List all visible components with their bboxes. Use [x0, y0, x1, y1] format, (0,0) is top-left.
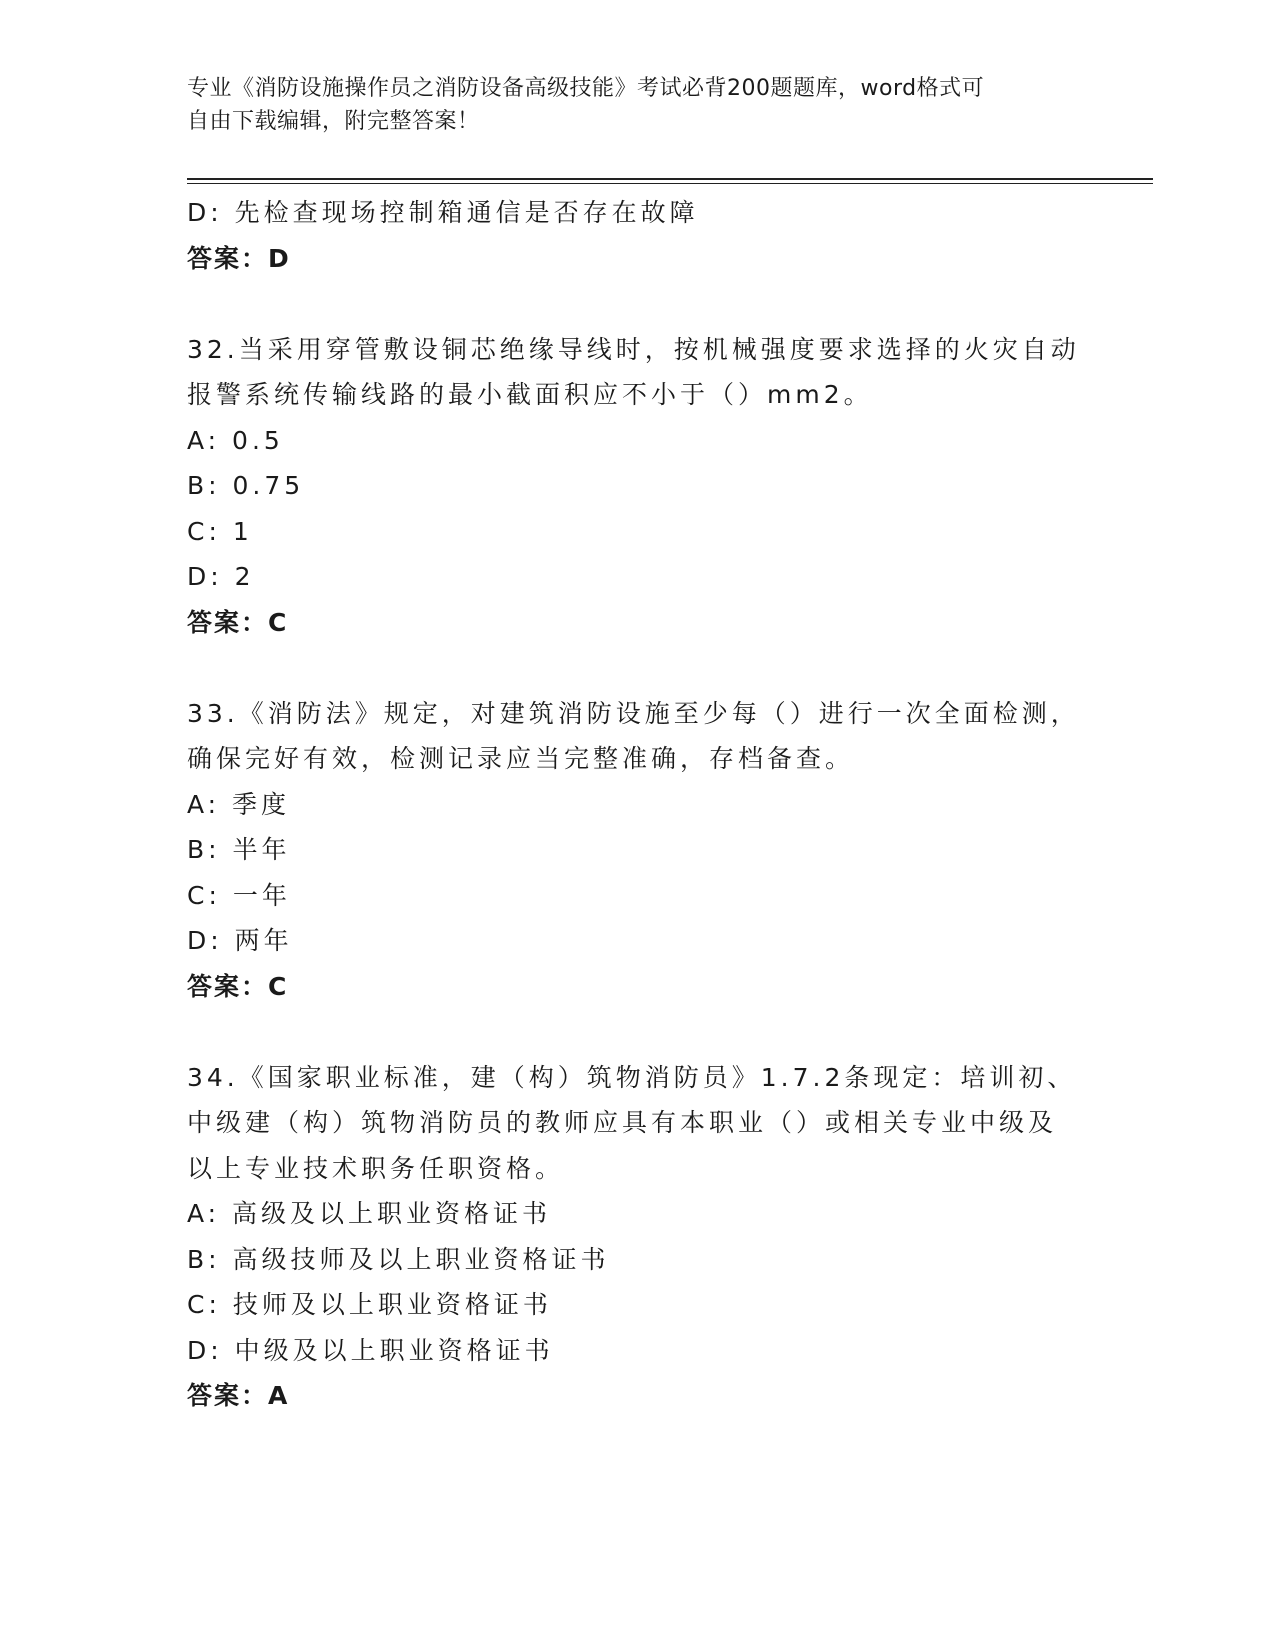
question-33 [187, 691, 1087, 1010]
document-header [187, 72, 1067, 138]
question-answer: 答案：C [187, 607, 289, 637]
question-list [187, 190, 1087, 1419]
option-b: B: 半年 [187, 835, 291, 864]
question-stem-line: 中级建（构）筑物消防员的教师应具有本职业（）或相关专业中级及 [187, 1108, 1058, 1137]
option-b: B: 高级技师及以上职业资格证书 [187, 1244, 610, 1274]
option-b: B: 0.75 [187, 471, 305, 500]
question-stem-line: 报警系统传输线路的最小截面积应不小于（）mm2。 [187, 380, 873, 409]
option-c: C: 技师及以上职业资格证书 [187, 1290, 552, 1319]
header-divider-thick [187, 178, 1153, 180]
option-c: C: 1 [187, 516, 253, 546]
option-a: A: 季度 [187, 789, 291, 819]
question-stem-line: 32.当采用穿管敷设铜芯绝缘导线时，按机械强度要求选择的火灾自动 [187, 334, 1080, 364]
question-stem-line: 33.《消防法》规定，对建筑消防设施至少每（）进行一次全面检测， [187, 698, 1080, 728]
option-d: D: 2 [187, 562, 255, 591]
option-c: C: 一年 [187, 880, 291, 910]
option-a: A: 高级及以上职业资格证书 [187, 1199, 552, 1228]
header-divider-thin [187, 183, 1153, 184]
prev-question-option-d: D: 先检查现场控制箱通信是否存在故障 [187, 198, 699, 227]
prev-question-answer: 答案：D [187, 243, 291, 273]
header-title-line-1: 专业《消防设施操作员之消防设备高级技能》考试必背200题题库，word格式可 [187, 76, 985, 101]
option-a: A: 0.5 [187, 425, 284, 455]
question-stem-line: 确保完好有效，检测记录应当完整准确，存档备查。 [187, 744, 855, 773]
question-34 [187, 1055, 1087, 1419]
question-32 [187, 327, 1087, 646]
spacer [187, 1009, 1087, 1055]
question-answer: 答案：C [187, 971, 289, 1001]
spacer [187, 281, 1087, 327]
header-title-line-2: 自由下载编辑，附完整答案！ [187, 109, 480, 134]
option-d: D: 两年 [187, 926, 293, 955]
question-answer: 答案：A [187, 1381, 290, 1410]
question-stem-line: 34.《国家职业标准，建（构）筑物消防员》1.7.2条现定：培训初、 [187, 1062, 1077, 1092]
option-d: D: 中级及以上职业资格证书 [187, 1335, 554, 1365]
question-stem-line: 以上专业技术职务任职资格。 [187, 1153, 565, 1183]
spacer [187, 645, 1087, 691]
